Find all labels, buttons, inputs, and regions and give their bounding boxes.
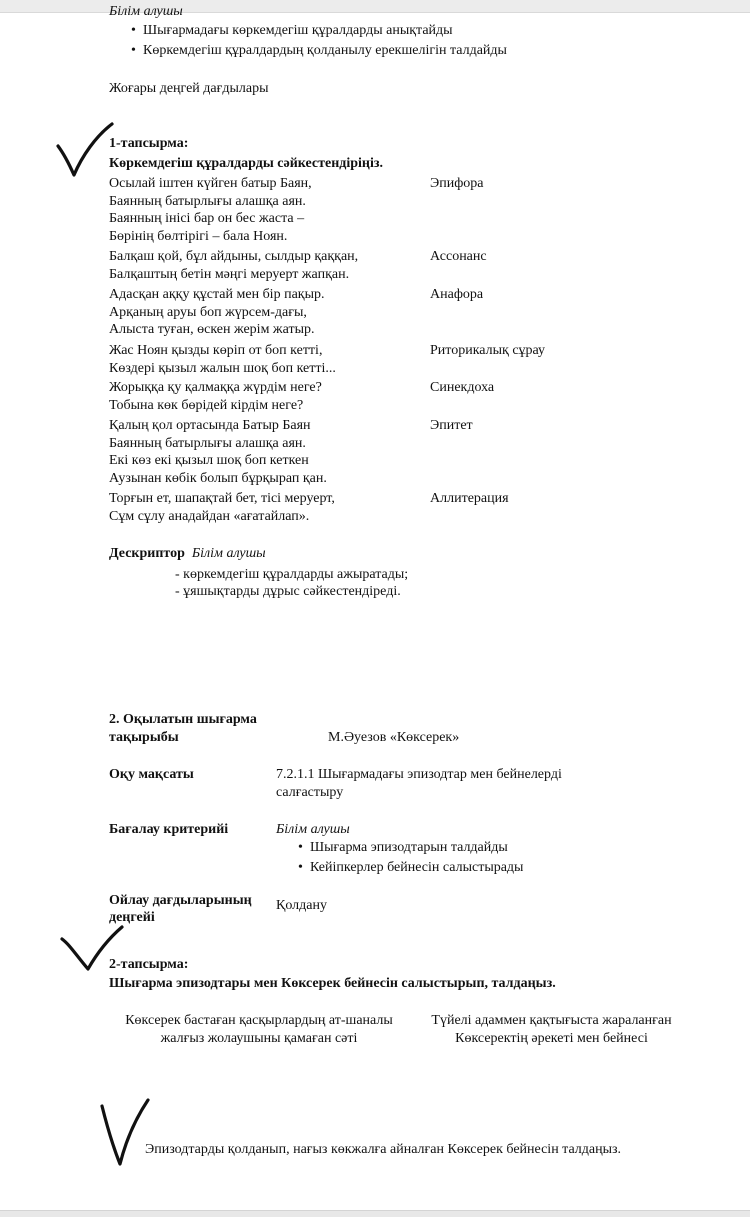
task1-title: 1-тапсырма: — [109, 136, 189, 151]
task2-title: 2-тапсырма: — [109, 957, 189, 972]
goal-value: салғастыру — [276, 785, 344, 800]
goal-value: 7.2.1.1 Шығармадағы эпизодтар мен бейнелерді — [276, 767, 562, 782]
quote-block: Адасқан аққу құстай мен бір пақыр. Арқаның аруы боп жүрсем-дағы, Алыста туған, өскен жерім жатыр. — [109, 287, 325, 337]
criteria-bullet: • Кейіпкерлер бейнесін салыстырады — [298, 859, 523, 877]
objective-bullet: • Көркемдегіш құралдардың қолданылу ерекшелігін талдайды — [131, 42, 507, 60]
device-label: Эпифора — [430, 176, 484, 191]
device-label: Риторикалық сұрау — [430, 343, 546, 358]
descriptor-heading: Дескриптор Білім алушы — [109, 546, 266, 561]
criteria-bullet: • Шығарма эпизодтарын талдайды — [298, 839, 508, 857]
quote-block: Осылай іштен күйген батыр Баян, Баянның батырлығы алашқа аян. Баянның інісі бар он бес жаста – Бөрінің бөлтірігі – бала Ноян. — [109, 176, 312, 244]
quote-block: Торғын ет, шапақтай бет, тісі меруерт, Сұм сұлу анадайдан «ағатайлап». — [109, 491, 335, 524]
topic-label: тақырыбы — [109, 730, 179, 745]
device-label: Аллитерация — [430, 491, 509, 506]
quote-block: Жорыққа қу қалмаққа жүрдім неге? Тобына көк бөрідей кірдім неге? — [109, 380, 322, 413]
thinking-level-value: Қолдану — [276, 898, 327, 913]
criteria-label: Бағалау критерийі — [109, 822, 229, 837]
criteria-subject: Білім алушы — [276, 822, 350, 837]
device-label: Анафора — [430, 287, 484, 302]
subject-label: Білім алушы — [109, 4, 183, 19]
episode-right: Түйелі адаммен қақтығыста жараланған Көксеректің әрекеті мен бейнесі — [431, 1013, 672, 1046]
topic-label: 2. Оқылатын шығарма — [109, 712, 257, 727]
viewer-bottom-bar — [0, 1210, 750, 1217]
descriptor-item: - ұяшықтарды дұрыс сәйкестендіреді. — [175, 583, 401, 601]
descriptor-item: - көркемдегіш құралдарды ажыратады; — [175, 566, 408, 584]
quote-block: Қалың қол ортасында Батыр Баян Баянның батырлығы алашқа аян. Екі көз екі қызыл шоқ боп кеткен Аузынан көбік болып бұрқырап қан. — [109, 418, 327, 486]
thinking-level-label: Ойлау дағдыларының — [109, 893, 252, 908]
topic-value: М.Әуезов «Көксерек» — [328, 730, 460, 745]
device-label: Эпитет — [430, 418, 473, 433]
task1-instruction: Көркемдегіш құралдарды сәйкестендіріңіз. — [109, 156, 383, 171]
higher-skills-label: Жоғары деңгей дағдылары — [109, 81, 269, 96]
episode-left: Көксерек бастаған қасқырлардың ат-шаналы жалғыз жолаушыны қамаған сәті — [125, 1013, 393, 1046]
device-label: Синекдоха — [430, 380, 495, 395]
task2-instruction: Шығарма эпизодтары мен Көксерек бейнесін салыстырып, талдаңыз. — [109, 976, 556, 991]
quote-block: Жас Ноян қызды көріп от боп кетті, Көздері қызыл жалын шоқ боп кетті... — [109, 343, 336, 376]
quote-block: Балқаш қой, бұл айдыны, сылдыр қаққан, Балқаштың бетін мәңгі меруерт жапқан. — [109, 249, 359, 282]
goal-label: Оқу мақсаты — [109, 767, 194, 782]
thinking-level-label: деңгейі — [109, 910, 155, 925]
objective-bullet: • Шығармадағы көркемдегіш құралдарды анықтайды — [131, 22, 453, 40]
task3-instruction: Эпизодтарды қолданып, нағыз көкжалға айналған Көксерек бейнесін талдаңыз. — [145, 1142, 622, 1157]
device-label: Ассонанс — [430, 249, 487, 264]
